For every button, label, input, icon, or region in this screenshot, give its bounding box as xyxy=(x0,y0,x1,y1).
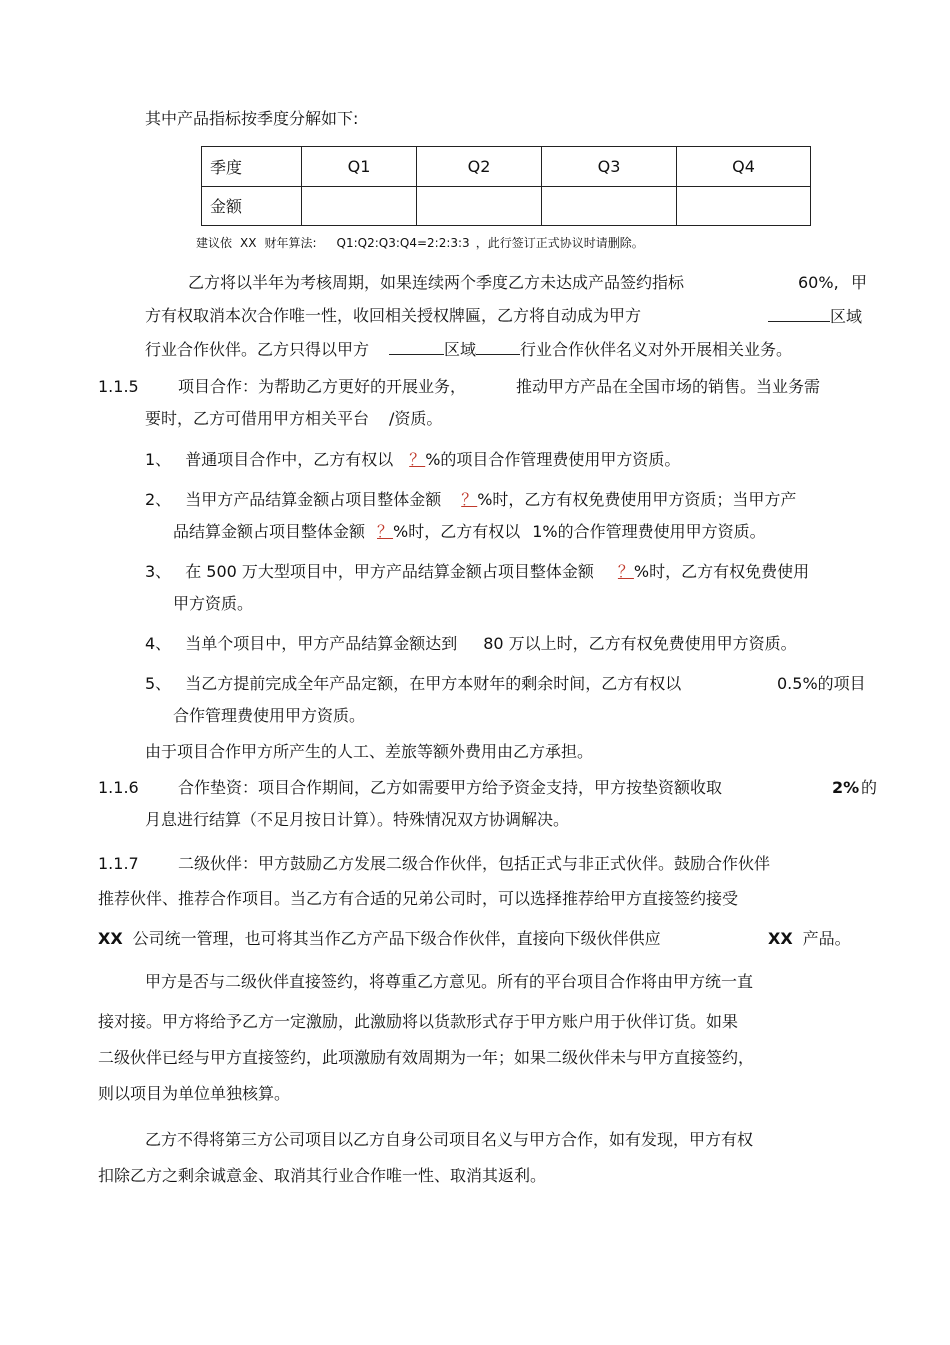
item-text: 在 500 万大型项目中，甲方产品结算金额占项目整体金额 xyxy=(185,562,594,581)
item-text: 当单个项目中，甲方产品结算金额达到 xyxy=(185,634,458,653)
table-row-label: 金额 xyxy=(202,186,302,226)
item-text: %时，乙方有权以 xyxy=(393,522,521,541)
p1-line-3: 二级伙伴已经与甲方直接签约，此项激励有效周期为一年；如果二级伙伴未与甲方直接签约， xyxy=(98,1048,755,1067)
item-2-cont xyxy=(173,521,766,543)
section-number-1-1-5: 1.1.5 xyxy=(98,377,139,396)
item-3 xyxy=(145,561,809,583)
review-line-2-end xyxy=(768,305,862,328)
p2-line-2: 扣除乙方之剩余诚意金、取消其行业合作唯一性、取消其返利。 xyxy=(98,1166,547,1185)
review-region: 区域 xyxy=(444,340,477,359)
s115-line-2 xyxy=(145,408,442,430)
item-number: 1、 xyxy=(145,450,172,469)
review-text: 行业合作伙伴。乙方只得以甲方 xyxy=(145,340,370,359)
cost-note: 由于项目合作甲方所产生的人工、差旅等额外费用由乙方承担。 xyxy=(145,742,594,761)
section-number-1-1-6: 1.1.6 xyxy=(98,778,139,797)
s116-rate: 2% xyxy=(832,778,860,797)
table-header-label: 季度 xyxy=(202,147,302,187)
note-text-e: ，此行签订正式协议时请删除。 xyxy=(475,236,644,250)
item-4 xyxy=(145,633,797,655)
blank-field xyxy=(389,338,444,355)
item-5 xyxy=(145,673,681,695)
intro-text: 其中产品指标按季度分解如下: xyxy=(145,109,359,128)
s117-line-3-end xyxy=(768,928,851,950)
review-jia: 甲 xyxy=(851,273,868,292)
item-text: 当乙方提前完成全年产品定额，在甲方本财年的剩余时间，乙方有权以 xyxy=(185,674,682,693)
placeholder-mark: ？ xyxy=(377,522,394,541)
table-cell-q1 xyxy=(302,186,417,226)
item-text: 80 万以上时，乙方有权免费使用甲方资质。 xyxy=(483,634,797,653)
s115-line-1b: 推动甲方产品在全国市场的销售。当业务需 xyxy=(516,377,821,396)
item-2 xyxy=(145,489,796,511)
s116-de: 的 xyxy=(861,778,878,797)
table-header-q4: Q4 xyxy=(677,147,811,187)
note-text-c: 财年算法: xyxy=(264,236,317,250)
section-number-1-1-7: 1.1.7 xyxy=(98,854,139,873)
note-ratio: Q1:Q2:Q3:Q4=2:2:3:3 xyxy=(336,236,470,250)
s116-line-1: 合作垫资：项目合作期间，乙方如需要甲方给予资金支持，甲方按垫资额收取 xyxy=(178,778,723,797)
item-3-cont: 甲方资质。 xyxy=(173,594,254,613)
review-line-1 xyxy=(188,272,684,294)
note-line xyxy=(196,232,644,254)
placeholder-mark: ？ xyxy=(461,490,478,509)
item-text: %时，乙方有权免费使用 xyxy=(633,562,810,581)
review-region: 区域 xyxy=(830,307,863,326)
s117-line-3 xyxy=(98,928,661,950)
table-cell-q4 xyxy=(677,186,811,226)
s115-text-qual: /资质。 xyxy=(389,409,443,428)
item-number: 5、 xyxy=(145,674,172,693)
s115-line-1a: 项目合作：为帮助乙方更好的开展业务， xyxy=(178,377,467,396)
blank-field xyxy=(768,305,830,322)
item-text: %的项目合作管理费使用甲方资质。 xyxy=(425,450,681,469)
table-cell-q2 xyxy=(417,186,542,226)
table-header-q3: Q3 xyxy=(542,147,677,187)
placeholder-mark: ？ xyxy=(617,562,634,581)
table-header-row xyxy=(202,147,811,187)
item-1 xyxy=(145,449,680,471)
placeholder-mark: ？ xyxy=(409,450,426,469)
item-text: 当甲方产品结算金额占项目整体金额 xyxy=(185,490,442,509)
p1-line-1: 甲方是否与二级伙伴直接签约，将尊重乙方意见。所有的平台项目合作将由甲方统一直 xyxy=(145,972,754,991)
s117-line-2: 推荐伙伴、推荐合作项目。当乙方有合适的兄弟公司时，可以选择推荐给甲方直接签约接受 xyxy=(98,889,739,908)
s116-line-2: 月息进行结算（不足月按日计算）。特殊情况双方协调解决。 xyxy=(145,810,570,829)
quarter-table xyxy=(201,146,811,226)
s115-text: 要时，乙方可借用甲方相关平台 xyxy=(145,409,370,428)
item-5-rate: 0.5%的项目 xyxy=(777,674,866,693)
s117-text: 公司统一管理，也可将其当作乙方产品下级合作伙伴，直接向下级伙伴供应 xyxy=(132,929,661,948)
item-5-cont: 合作管理费使用甲方资质。 xyxy=(173,706,366,725)
table-header-q2: Q2 xyxy=(417,147,542,187)
review-line-2: 方有权取消本次合作唯一性，收回相关授权牌匾，乙方将自动成为甲方 xyxy=(145,306,642,325)
item-number: 2、 xyxy=(145,490,172,509)
item-text: 普通项目合作中，乙方有权以 xyxy=(185,450,394,469)
item-text: 1%的合作管理费使用甲方资质。 xyxy=(532,522,766,541)
table-cell-q3 xyxy=(542,186,677,226)
p1-line-4: 则以项目为单位单独核算。 xyxy=(98,1084,291,1103)
s117-xx: XX xyxy=(98,929,123,948)
review-text: 行业合作伙伴名义对外开展相关业务。 xyxy=(520,340,793,359)
table-row xyxy=(202,186,811,226)
item-text: 品结算金额占项目整体金额 xyxy=(173,522,366,541)
blank-field xyxy=(476,338,520,355)
review-target: 60%, xyxy=(798,273,839,292)
p2-line-1: 乙方不得将第三方公司项目以乙方自身公司项目名义与甲方合作，如有发现，甲方有权 xyxy=(145,1130,754,1149)
s117-xx: XX xyxy=(768,929,793,948)
item-text: %时，乙方有权免费使用甲方资质；当甲方产 xyxy=(477,490,797,509)
s117-line-1: 二级伙伴：甲方鼓励乙方发展二级合作伙伴，包括正式与非正式伙伴。鼓励合作伙伴 xyxy=(178,854,771,873)
review-line-3 xyxy=(145,338,792,361)
table-header-q1: Q1 xyxy=(302,147,417,187)
p1-line-2: 接对接。甲方将给予乙方一定激励，此激励将以货款形式存于甲方账户用于伙伴订货。如果 xyxy=(98,1012,739,1031)
s117-text: 产品。 xyxy=(802,929,851,948)
review-text: 乙方将以半年为考核周期，如果连续两个季度乙方未达成产品签约指标 xyxy=(188,273,685,292)
item-number: 4、 xyxy=(145,634,172,653)
note-text-a: 建议依 xyxy=(196,236,233,250)
note-text-b: XX xyxy=(240,236,257,250)
item-number: 3、 xyxy=(145,562,172,581)
